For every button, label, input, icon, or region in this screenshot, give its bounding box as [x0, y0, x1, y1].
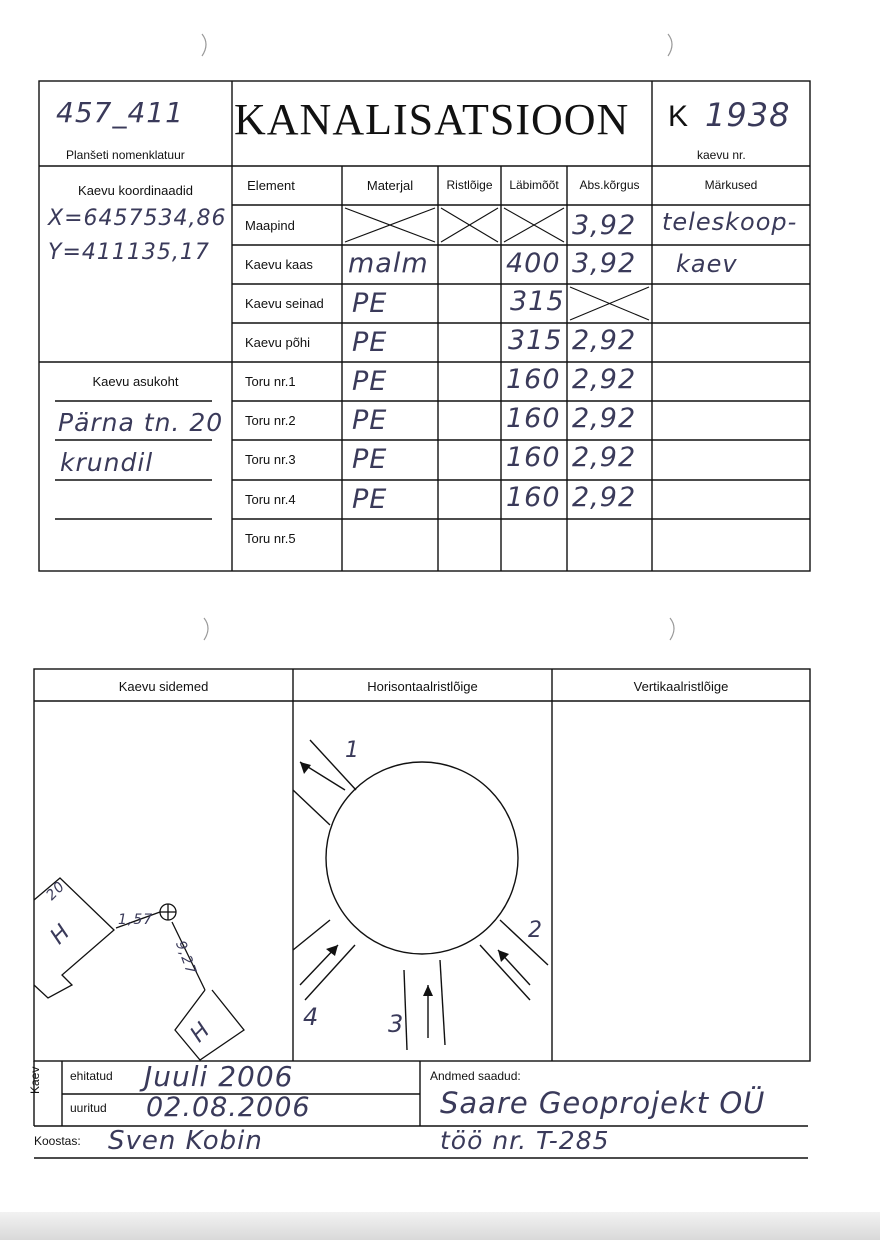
row-diameter: 160 [506, 364, 561, 395]
row-element: Toru nr.4 [245, 492, 296, 507]
row-diameter: 400 [506, 248, 561, 279]
well-number: 1938 [705, 96, 791, 134]
page-title: KANALISATSIOON [234, 95, 630, 144]
data-source-label: Andmed saadud: [430, 1069, 521, 1083]
row-remark: teleskoop- [662, 208, 798, 236]
col-vertical-header: Vertikaalristlõige [633, 679, 729, 694]
row-abs-height: 2,92 [572, 442, 637, 473]
pipe-label-2: 2 [528, 918, 543, 943]
pipe-label-1: 1 [345, 738, 360, 763]
pipe-label-3: 3 [388, 1010, 405, 1038]
row-diameter: 160 [506, 442, 561, 473]
header-material: Materjal [366, 178, 414, 193]
row-element: Maapind [245, 218, 295, 233]
row-element: Kaevu seinad [245, 296, 324, 311]
row-diameter: 315 [510, 286, 565, 317]
row-element: Toru nr.1 [245, 374, 296, 389]
row-material: PE [352, 327, 388, 358]
location-line-2: krundil [60, 448, 154, 477]
coord-x: X=6457534,86 [48, 206, 227, 231]
header-cross-section: Ristlõige [446, 178, 493, 192]
header-remarks: Märkused [704, 178, 758, 192]
row-element: Kaevu põhi [245, 335, 311, 350]
row-abs-height: 2,92 [572, 364, 637, 395]
row-abs-height: 3,92 [572, 210, 637, 241]
building-2-label: H [185, 1017, 216, 1048]
data-source-value: Saare Geoprojekt OÜ [440, 1086, 766, 1120]
coord-y: Y=411135,17 [48, 240, 210, 265]
row-element: Toru nr.3 [245, 452, 296, 467]
row-material: PE [352, 484, 388, 515]
row-abs-height: 3,92 [572, 248, 637, 279]
row-material: PE [352, 288, 388, 319]
well-prefix: K [668, 100, 689, 133]
row-remark: kaev [676, 250, 738, 278]
header-element: Element [247, 178, 295, 193]
row-diameter: 160 [506, 482, 561, 513]
row-diameter: 315 [508, 325, 563, 356]
location-line-1: Pärna tn. 20 [58, 408, 224, 437]
work-number-value: töö nr. T-285 [440, 1126, 610, 1155]
col-ties-header: Kaevu sidemed [118, 679, 209, 694]
row-material: PE [352, 444, 388, 475]
header-abs-height: Abs.kõrgus [579, 178, 640, 192]
row-abs-height: 2,92 [572, 325, 637, 356]
measured-value: 02.08.2006 [146, 1092, 311, 1123]
measured-label: uuritud [70, 1101, 107, 1115]
scan-edge [0, 1212, 880, 1240]
tie-distance-a: 1,57 [118, 912, 154, 928]
plan-number: 457_411 [56, 96, 184, 129]
built-label: ehitatud [70, 1069, 113, 1083]
col-horizontal-header: Horisontaalristlõige [367, 679, 478, 694]
row-material: PE [352, 405, 388, 436]
row-element: Toru nr.2 [245, 413, 296, 428]
building-1-label: H [45, 919, 76, 950]
well-label: kaevu nr. [697, 148, 746, 162]
built-value: Juuli 2006 [144, 1060, 294, 1093]
row-element: Kaevu kaas [245, 257, 313, 272]
row-element: Toru nr.5 [245, 531, 296, 546]
tie-distance-b: 9,27 [172, 938, 200, 978]
author-label: Koostas: [34, 1134, 81, 1148]
coords-label: Kaevu koordinaadid [78, 183, 193, 198]
plan-label: Planšeti nomenklatuur [66, 148, 185, 162]
location-label: Kaevu asukoht [92, 374, 179, 389]
pipe-label-4: 4 [303, 1003, 320, 1031]
row-diameter: 160 [506, 403, 561, 434]
footer-side-label: Kaev [28, 1066, 42, 1094]
row-abs-height: 2,92 [572, 482, 637, 513]
author-value: Sven Kobin [108, 1126, 263, 1156]
row-material: malm [348, 248, 429, 279]
header-diameter: Läbimõõt [509, 178, 559, 192]
row-material: PE [352, 366, 388, 397]
building-1-number: 20 [43, 878, 69, 904]
row-abs-height: 2,92 [572, 403, 637, 434]
